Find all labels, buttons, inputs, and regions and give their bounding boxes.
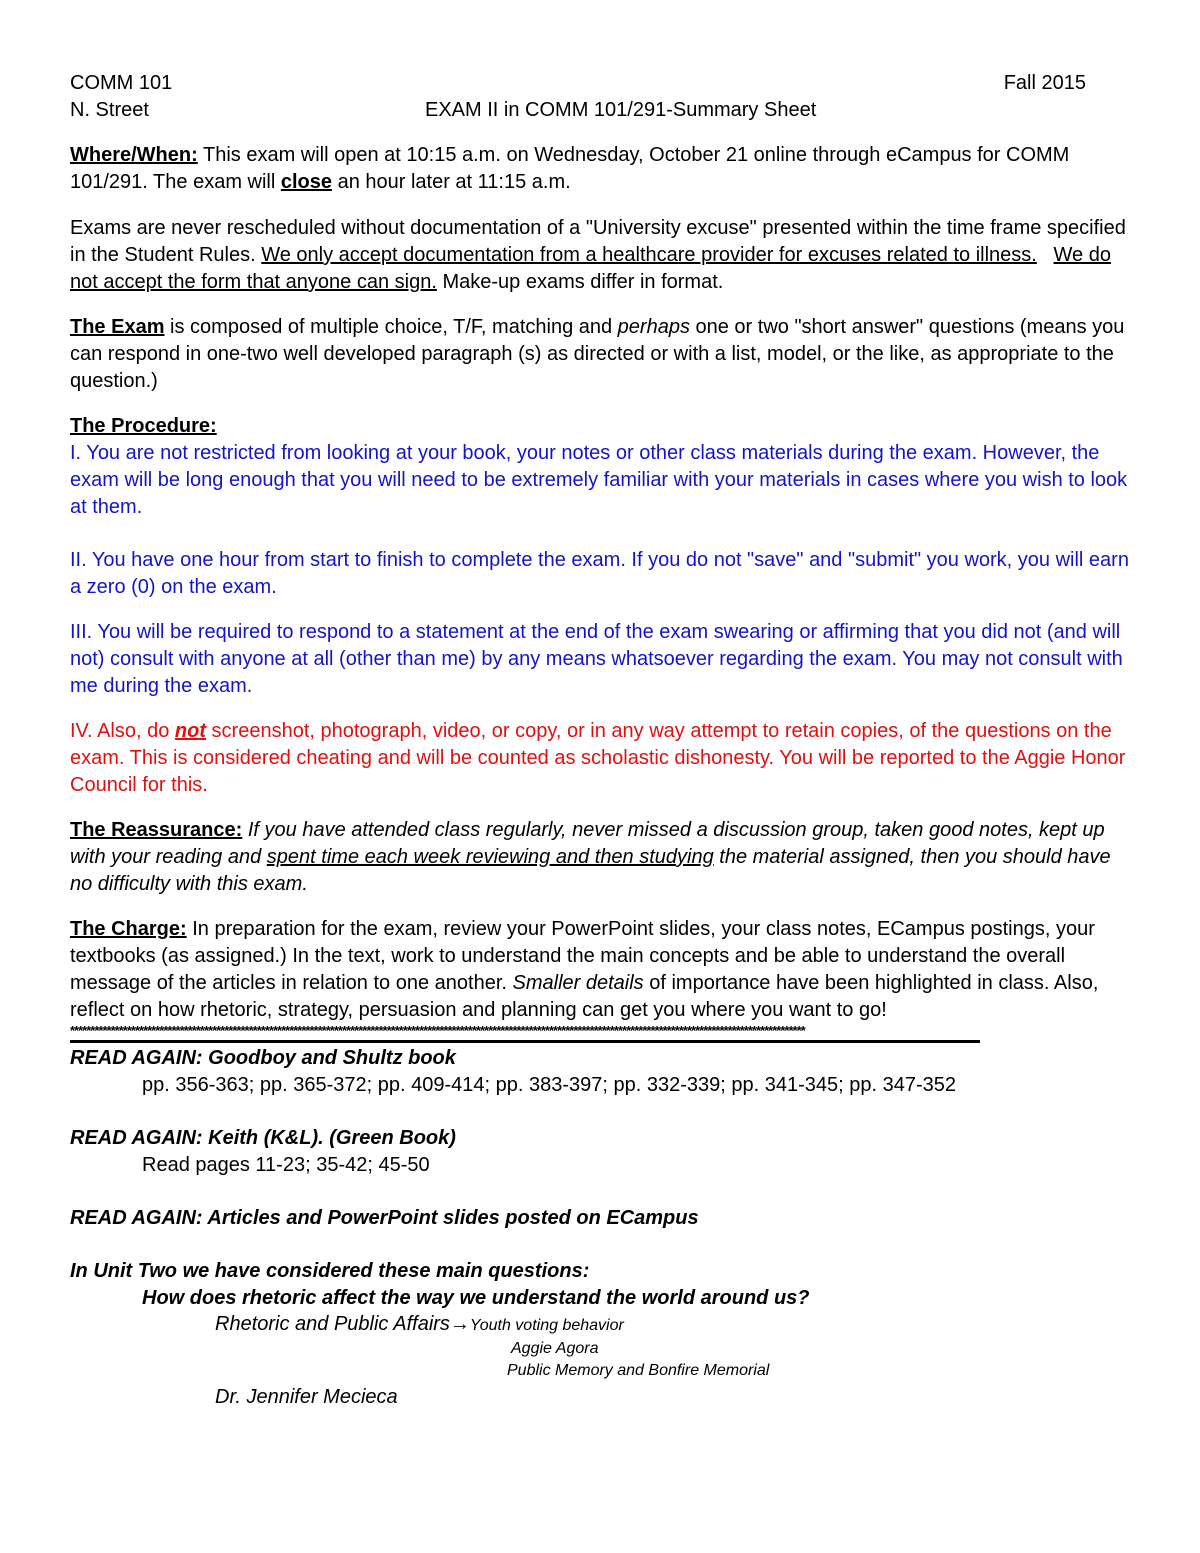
- unit-topic-line: [70, 1312, 1130, 1338]
- excuses-text: Exams are never rescheduled without documentation of a "University excuse" presented within the time frame specified in the Student Rules.: [70, 217, 1126, 266]
- excuses-sep: [1037, 244, 1054, 266]
- unit-two-question: How does rhetoric affect the way we understand the world around us?: [142, 1287, 810, 1309]
- exam-perhaps: perhaps: [617, 316, 690, 338]
- reassurance-label: The Reassurance:: [70, 819, 243, 841]
- exam-text: is composed of multiple choice, T/F, matching and: [164, 316, 618, 338]
- procedure-item-1: I. You are not restricted from looking at your book, your notes or other class materials during the exam. However, the exam will be long enough that you will need to be extremely familiar with your materials in cases where you wish to look at them.: [70, 442, 1128, 518]
- unit-subtopic-bonfire: Public Memory and Bonfire Memorial: [507, 1362, 770, 1379]
- document-page: [70, 70, 1130, 1411]
- read-again-keith-heading: READ AGAIN: Keith (K&L). (Green Book): [70, 1127, 456, 1149]
- document-title: EXAM II in COMM 101/291-Summary Sheet: [425, 99, 817, 121]
- reassurance-text: If you have attended class regularly, never missed a discussion group, taken good notes, kept up with your reading and: [70, 819, 1105, 868]
- read-again-articles-heading: READ AGAIN: Articles and PowerPoint slides posted on ECampus: [70, 1207, 699, 1229]
- where-when-text: This exam will open at 10:15 a.m. on Wednesday, October 21 online through eCampus for COMM 101/291. The exam will: [70, 144, 1070, 193]
- procedure-item-4: [70, 718, 1130, 799]
- charge-paragraph: [70, 916, 1130, 1024]
- procedure-item-4-text-end: screenshot, photograph, video, or copy, or in any way attempt to retain copies, of the questions on the exam. This is considered cheating and will be counted as scholastic dishonesty. You will be reported to the Aggie Honor Council for this.: [70, 720, 1126, 796]
- header-line-2: [70, 97, 1130, 124]
- close-word: close: [280, 171, 333, 193]
- read-again-keith-pages: Read pages 11-23; 35-42; 45-50: [142, 1154, 430, 1176]
- instructor: N. Street: [70, 99, 149, 121]
- excuses-paragraph: [70, 215, 1130, 296]
- reassurance-paragraph: [70, 817, 1130, 898]
- unit-topic: Rhetoric and Public Affairs: [215, 1313, 450, 1335]
- star-divider: *************************************************************************************************************************************************************************************: [70, 1024, 805, 1038]
- exam-paragraph: [70, 314, 1130, 395]
- excuses-text-end: Make-up exams differ in format.: [436, 271, 724, 293]
- charge-italic: Smaller details: [512, 972, 644, 994]
- right-arrow-icon: →: [449, 1313, 470, 1335]
- exam-text-end: one or two "short answer" questions (means you can respond in one-two well developed paragraph (s) as directed or with a list, model, or the like, as appropriate to the question.): [70, 316, 1125, 392]
- charge-text-end: of importance have been highlighted in class. Also, reflect on how rhetoric, strategy, persuasion and planning can get you where you want to go!: [70, 972, 1099, 1021]
- unit-speaker: Dr. Jennifer Mecieca: [215, 1386, 398, 1408]
- unit-two-heading: In Unit Two we have considered these main questions:: [70, 1260, 590, 1282]
- course-code: COMM 101: [70, 72, 173, 94]
- excuses-healthcare-note: We only accept documentation from a healthcare provider for excuses related to illness.: [261, 244, 1037, 266]
- where-when-paragraph: [70, 142, 1130, 196]
- charge-text: In preparation for the exam, review your PowerPoint slides, your class notes, ECampus postings, your textbooks (as assigned.) In the text, work to understand the main concepts and be able to understand the overall message of the articles in relation to one another.: [70, 918, 1095, 994]
- charge-label: The Charge:: [70, 918, 187, 940]
- header-line-1: [70, 70, 1130, 97]
- where-when-label: Where/When:: [70, 144, 198, 166]
- unit-subtopic-agora: Aggie Agora: [511, 1340, 599, 1357]
- procedure-item-2: II. You have one hour from start to finish to complete the exam. If you do not "save" and "submit" you work, you will earn a zero (0) on the exam.: [70, 549, 1129, 598]
- term: Fall 2015: [1003, 72, 1086, 94]
- procedure-item-3: III. You will be required to respond to a statement at the end of the exam swearing or affirming that you did not (and will not) consult with anyone at all (other than me) by any means whatsoever regarding the exam. You may not consult with me during the exam.: [70, 621, 1123, 697]
- procedure-item-4-text: IV. Also, do: [70, 720, 175, 742]
- read-again-goodboy-pages: pp. 356-363; pp. 365-372; pp. 409-414; pp. 383-397; pp. 332-339; pp. 341-345; pp. 347-352: [142, 1074, 956, 1096]
- reassurance-text-end: the material assigned, then you should have no difficulty with this exam.: [70, 846, 1111, 895]
- procedure-heading: The Procedure:: [70, 415, 217, 437]
- read-again-goodboy-heading: READ AGAIN: Goodboy and Shultz book: [70, 1047, 456, 1069]
- exam-label: The Exam: [70, 316, 165, 338]
- procedure-item-4-not: not: [174, 720, 206, 742]
- unit-subtopic-youth: Youth voting behavior: [469, 1317, 624, 1334]
- excuses-form-note: We do not accept the form that anyone can sign.: [70, 244, 1111, 293]
- horizontal-rule: [70, 1040, 980, 1043]
- reassurance-underline: spent time each week reviewing and then studying: [266, 846, 714, 868]
- where-when-text-end: an hour later at 11:15 a.m.: [332, 171, 571, 193]
